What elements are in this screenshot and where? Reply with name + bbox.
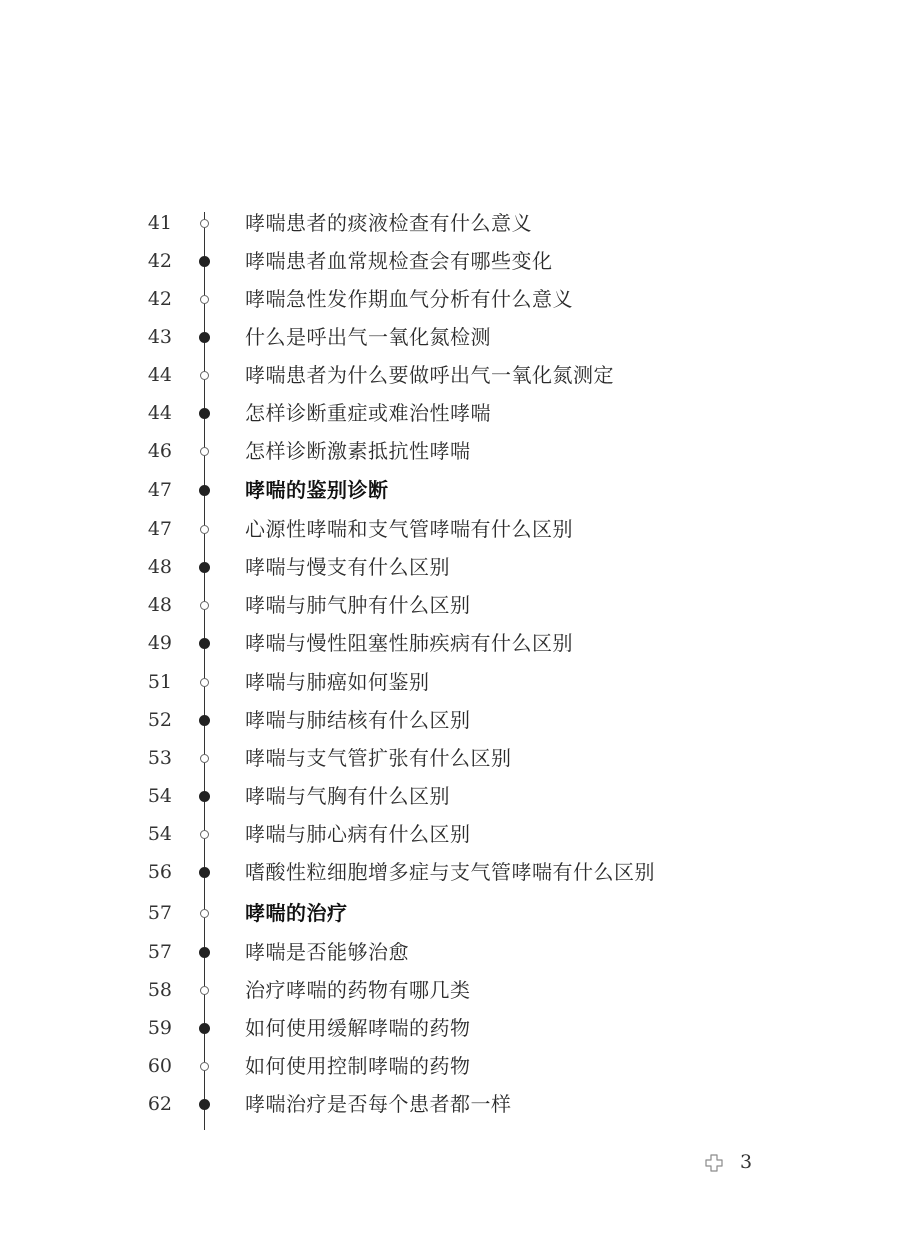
toc-page-number: 44	[147, 402, 172, 424]
timeline-hollow-dot-icon	[200, 601, 209, 610]
timeline-filled-dot-icon	[199, 947, 210, 958]
entry-title: 治疗哮喘的药物有哪几类	[245, 978, 471, 1002]
timeline-filled-dot-icon	[199, 867, 210, 878]
section-title: 哮喘的鉴别诊断	[245, 478, 389, 502]
timeline-filled-dot-icon	[199, 1023, 210, 1034]
timeline-filled-dot-icon	[199, 791, 210, 802]
entry-title: 怎样诊断激素抵抗性哮喘	[245, 439, 471, 463]
timeline-hollow-dot-icon	[200, 986, 209, 995]
entry-title: 哮喘与气胸有什么区别	[245, 784, 450, 808]
timeline-filled-dot-icon	[199, 332, 210, 343]
timeline-hollow-dot-icon	[200, 830, 209, 839]
toc-entry[interactable]	[0, 1047, 900, 1085]
toc-page-number: 58	[147, 979, 172, 1001]
toc-page-number: 57	[147, 902, 172, 924]
timeline-filled-dot-icon	[199, 408, 210, 419]
toc-page-number: 53	[147, 747, 172, 769]
entry-title: 心源性哮喘和支气管哮喘有什么区别	[245, 517, 573, 541]
timeline-hollow-dot-icon	[200, 1062, 209, 1071]
toc-page-number: 44	[147, 364, 172, 386]
timeline-hollow-dot-icon	[200, 447, 209, 456]
toc-page-number: 62	[147, 1093, 172, 1115]
entry-title: 怎样诊断重症或难治性哮喘	[245, 401, 491, 425]
timeline-hollow-dot-icon	[200, 295, 209, 304]
entry-title: 哮喘与肺心病有什么区别	[245, 822, 471, 846]
entry-title: 哮喘患者血常规检查会有哪些变化	[245, 249, 553, 273]
toc-entry[interactable]	[0, 242, 900, 280]
toc-entry[interactable]	[0, 815, 900, 853]
toc-page-number: 51	[147, 671, 172, 693]
entry-title: 哮喘是否能够治愈	[245, 940, 409, 964]
medical-cross-icon	[705, 1154, 723, 1172]
entry-title: 什么是呼出气一氧化氮检测	[245, 325, 491, 349]
timeline-filled-dot-icon	[199, 638, 210, 649]
toc-page-number: 48	[147, 594, 172, 616]
timeline-hollow-dot-icon	[200, 219, 209, 228]
entry-title: 哮喘急性发作期血气分析有什么意义	[245, 287, 573, 311]
toc-page-number: 43	[147, 326, 172, 348]
toc-entry[interactable]	[0, 510, 900, 548]
toc-entry[interactable]	[0, 971, 900, 1009]
section-title: 哮喘的治疗	[245, 901, 348, 925]
timeline-filled-dot-icon	[199, 256, 210, 267]
toc-page-number: 56	[147, 861, 172, 883]
toc-entry[interactable]	[0, 356, 900, 394]
toc-entry[interactable]	[0, 432, 900, 470]
toc-entry[interactable]	[0, 853, 900, 891]
toc-entry[interactable]	[0, 663, 900, 701]
toc-page-number: 41	[147, 212, 172, 234]
toc-entry[interactable]	[0, 394, 900, 432]
toc-page-number: 47	[147, 479, 172, 501]
entry-title: 哮喘患者的痰液检查有什么意义	[245, 211, 532, 235]
entry-title: 哮喘与慢支有什么区别	[245, 555, 450, 579]
toc-entry[interactable]	[0, 701, 900, 739]
timeline-hollow-dot-icon	[200, 754, 209, 763]
page-number: 3	[740, 1151, 753, 1173]
toc-page-number: 42	[147, 288, 172, 310]
entry-title: 哮喘患者为什么要做呼出气一氧化氮测定	[245, 363, 614, 387]
toc-entry[interactable]	[0, 318, 900, 356]
entry-title: 哮喘与肺气肿有什么区别	[245, 593, 471, 617]
table-of-contents	[0, 204, 900, 1130]
toc-entry[interactable]	[0, 739, 900, 777]
timeline-filled-dot-icon	[199, 715, 210, 726]
toc-section-heading[interactable]	[0, 471, 900, 509]
timeline-hollow-dot-icon	[200, 909, 209, 918]
toc-page-number: 48	[147, 556, 172, 578]
entry-title: 哮喘与肺结核有什么区别	[245, 708, 471, 732]
toc-entry[interactable]	[0, 624, 900, 662]
entry-title: 哮喘与支气管扩张有什么区别	[245, 746, 512, 770]
entry-title: 哮喘与慢性阻塞性肺疾病有什么区别	[245, 631, 573, 655]
toc-entry[interactable]	[0, 933, 900, 971]
toc-page-number: 54	[147, 785, 172, 807]
toc-entry[interactable]	[0, 280, 900, 318]
entry-title: 哮喘与肺癌如何鉴别	[245, 670, 430, 694]
toc-entry[interactable]	[0, 204, 900, 242]
toc-entry[interactable]	[0, 777, 900, 815]
toc-page-number: 60	[147, 1055, 172, 1077]
timeline-hollow-dot-icon	[200, 371, 209, 380]
toc-entry[interactable]	[0, 548, 900, 586]
entry-title: 嗜酸性粒细胞增多症与支气管哮喘有什么区别	[245, 860, 655, 884]
toc-page-number: 46	[147, 440, 172, 462]
entry-title: 如何使用缓解哮喘的药物	[245, 1016, 471, 1040]
toc-section-heading[interactable]	[0, 894, 900, 932]
timeline-hollow-dot-icon	[200, 525, 209, 534]
toc-entry[interactable]	[0, 1085, 900, 1123]
toc-entry[interactable]	[0, 1009, 900, 1047]
timeline-hollow-dot-icon	[200, 678, 209, 687]
timeline-filled-dot-icon	[199, 1099, 210, 1110]
toc-page-number: 57	[147, 941, 172, 963]
toc-entry[interactable]	[0, 586, 900, 624]
toc-page-number: 42	[147, 250, 172, 272]
entry-title: 哮喘治疗是否每个患者都一样	[245, 1092, 512, 1116]
toc-page-number: 49	[147, 632, 172, 654]
entry-title: 如何使用控制哮喘的药物	[245, 1054, 471, 1078]
timeline-filled-dot-icon	[199, 485, 210, 496]
timeline-filled-dot-icon	[199, 562, 210, 573]
toc-page-number: 59	[147, 1017, 172, 1039]
toc-page-number: 47	[147, 518, 172, 540]
toc-page-number: 52	[147, 709, 172, 731]
toc-page-number: 54	[147, 823, 172, 845]
